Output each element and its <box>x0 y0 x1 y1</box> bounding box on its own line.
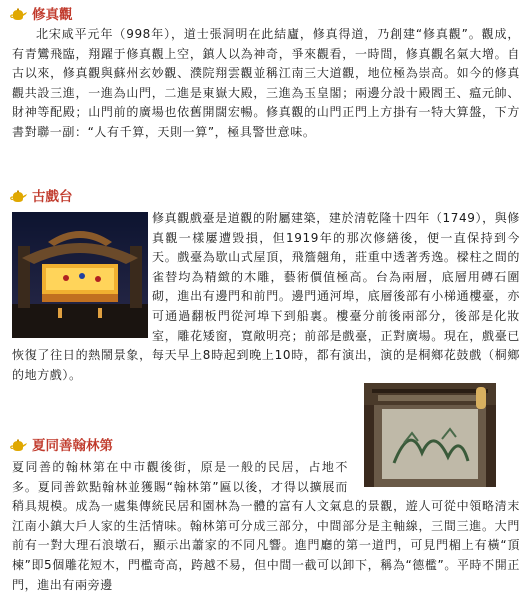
teapot-bullet-icon <box>10 8 28 22</box>
teapot-bullet-icon <box>10 190 28 204</box>
section-heading <box>10 189 73 205</box>
photo-spacer <box>348 458 520 488</box>
section-paragraph: 夏同善的翰林第在中市觀後街，原是一般的民居，占地不多。夏同善欽點翰林並獲賜“翰林第”匾以後，才得以擴展而稍具規模。成為一處集傳統民居和園林為一體的富有人文氣息的景觀，遊人可從中領略清末江南小鎮大戶人家的生活情味。翰林第可分成三部分，中間部分是主軸線，三間三進。大門前有一對大理石浪墩石，顯示出蕭家的不同凡響。進門廳的第一道門，可見門楣上有橫“頂楝”即5個雕花短木，門檻奇高，跨越不易，但中間一截可以卸下，稱為“德檻”。平時不開正門，進出有兩旁邊 <box>12 460 520 592</box>
section-heading <box>10 438 113 454</box>
section-paragraph: 北宋咸平元年（998年），道士張洞明在此結廬，修真得道，乃創建“修真觀”。觀成，有青鸞飛臨，翔躍于修真觀上空，鎮人以為神奇，爭來觀看，一時間，修真觀名氣大增。自古以來，修真觀與蘇州玄妙觀、濮院翔雲觀並稱江南三大道觀，地位極為崇高。如今的修真觀共設三進，一進為山門，二進是東嶽大殿，三進為玉皇閣；兩邊分設十殿閻王、瘟元帥、財神等配殿；山門前的廣場也依舊開闊宏暢。修真觀的山門正門上方掛有一特大算盤，下方書對聯一副：“人有千算，天則一算”，極具警世意味。 <box>12 27 520 139</box>
section-heading <box>10 7 73 23</box>
section-title: 修真觀 <box>32 7 73 23</box>
section-title: 古戲台 <box>32 189 73 205</box>
teapot-bullet-icon <box>10 439 28 453</box>
section-paragraph: 修真觀戲臺是道觀的附屬建築，建於清乾隆十四年（1749），與修真觀一樣屢遭毀損，但1919年的那次修繕後，便一直保持到今天。戲臺為歇山式屋頂，飛簷翹角，莊重中透著秀逸。樑柱之間的雀替均為精緻的木雕，藝術價值極高。台為兩層，底層用磚石圍砌，進出有邊門和前門。邊門通河埠，底層後部有小梯通樓臺，亦可通過翻板門從河埠下到船裏。樓臺分前後兩部分，後部是化妝室，雕花矮窗，寬敞明亮；前部是戲臺，正對廣場。現在，戲臺已恢復了往日的熱鬧景象，每天早上8時起到晚上10時，都有演出，演的是桐鄉花鼓戲（桐鄉的地方戲）。 <box>12 211 520 382</box>
section-title: 夏同善翰林第 <box>32 438 113 454</box>
photo-spacer <box>12 209 152 333</box>
